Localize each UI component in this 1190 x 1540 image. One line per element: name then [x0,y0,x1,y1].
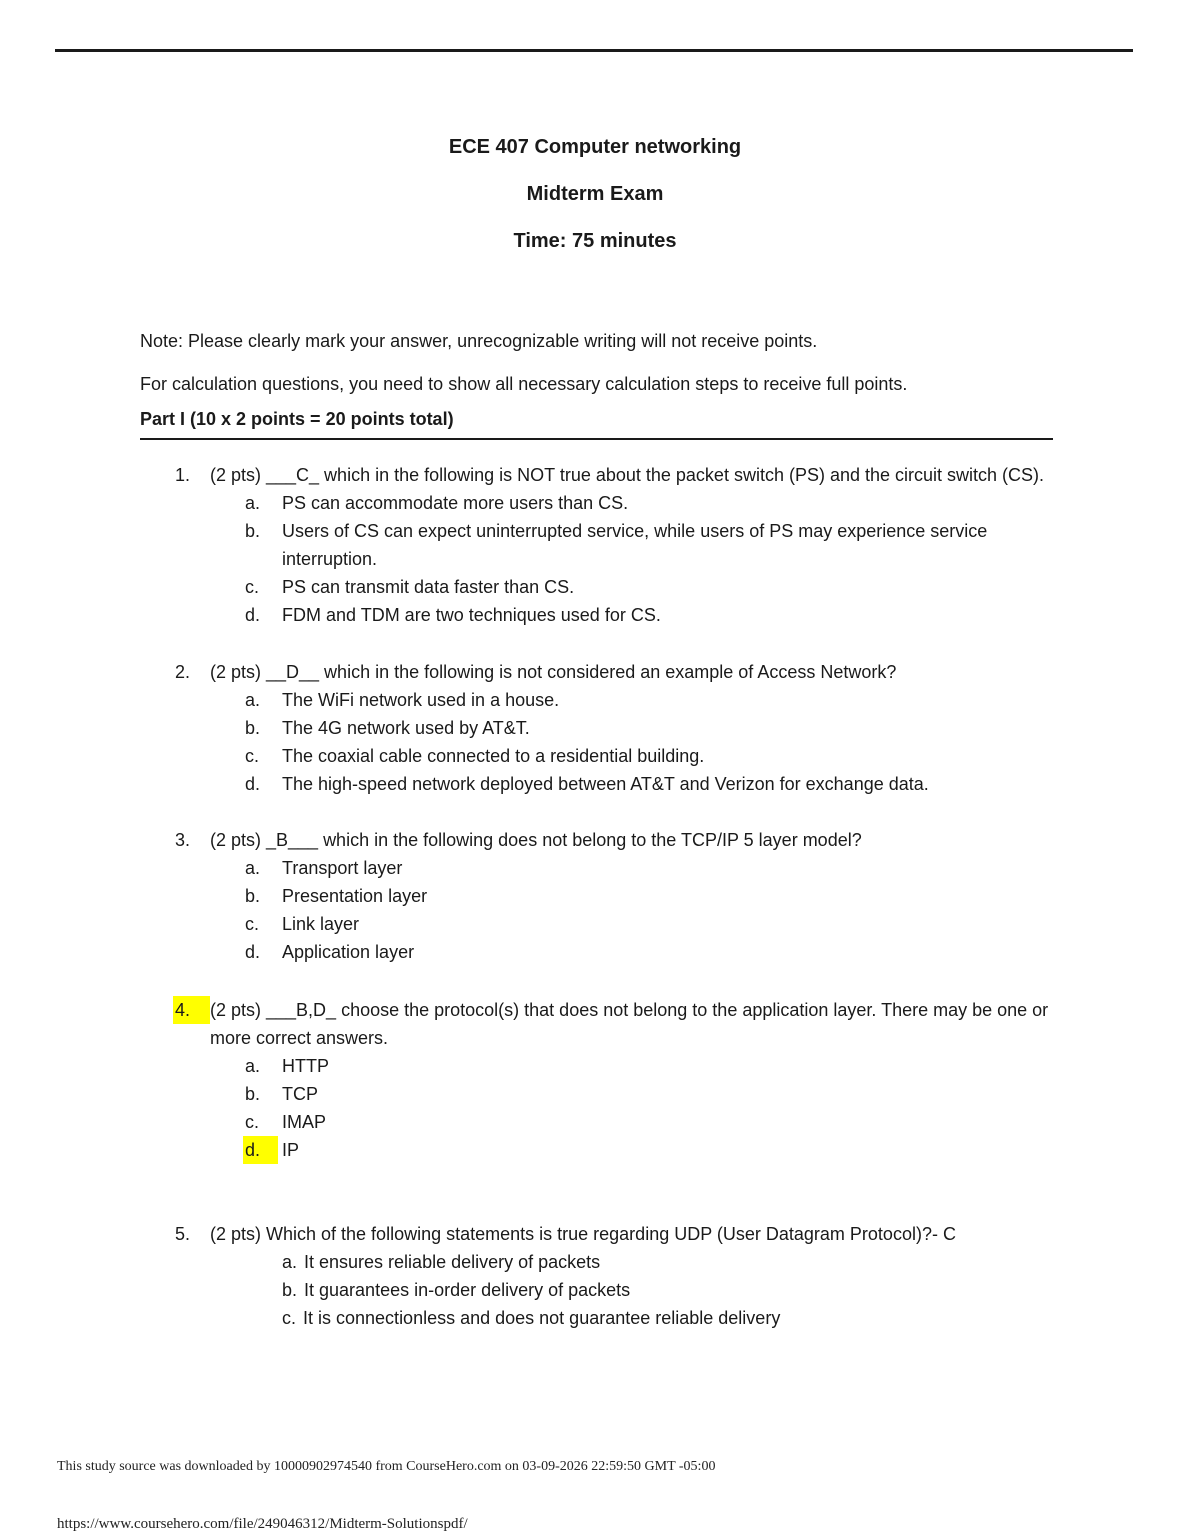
option-letter [245,1136,282,1164]
question-text: (2 pts) __D__ which in the following is not considered an example of Access Network? [210,662,897,682]
option-list [245,489,1155,629]
option-letter: c. [245,1112,260,1132]
question-number: 2. [175,662,191,682]
option-text: Transport layer [282,858,403,878]
option-letter: a. [245,493,261,513]
option-letter: b. [245,1084,261,1104]
question-text: (2 pts) ___C_ which in the following is NOT true about the packet switch (PS) and the circuit switch (CS). [210,465,1045,485]
option-text: The high-speed network deployed between AT&T and Verizon for exchange data. [282,774,929,794]
option-a [245,854,1155,882]
option-b [245,517,1155,573]
option-letter: b. [245,886,261,906]
option-text: PS can transmit data faster than CS. [282,577,575,597]
question-1 [175,461,1155,629]
option-text: It guarantees in-order delivery of packets [304,1280,631,1300]
option-c [245,742,1155,770]
option-text: Users of CS can expect uninterrupted service, while users of PS may experience service interruption. [282,521,988,569]
option-letter: a. [245,858,261,878]
option-text: The coaxial cable connected to a residential building. [282,746,705,766]
option-letter: d. [245,942,261,962]
option-b [245,1080,1155,1108]
option-d [245,601,1155,629]
option-text: IP [282,1140,300,1160]
option-letter: a. [245,690,261,710]
option-letter: b. [245,718,261,738]
option-text: TCP [282,1084,318,1104]
option-a [245,686,1155,714]
option-letter: c. [282,1308,297,1328]
option-text: The WiFi network used in a house. [282,690,560,710]
question-number [175,996,210,1052]
question-number: 3. [175,830,191,850]
question-text: (2 pts) Which of the following statements is true regarding UDP (User Datagram Protocol)?- C [210,1224,956,1244]
option-letter: a. [245,1056,261,1076]
option-text: FDM and TDM are two techniques used for CS. [282,605,661,625]
option-c [282,1304,1155,1332]
option-b [245,714,1155,742]
option-c [245,1108,1155,1136]
option-list [282,1248,1155,1332]
option-letter: d. [245,605,261,625]
note-marking: Note: Please clearly mark your answer, unrecognizable writing will not receive points. [140,331,818,351]
question-4 [175,996,1155,1164]
question-number: 1. [175,465,191,485]
option-text: The 4G network used by AT&T. [282,718,530,738]
question-5 [175,1220,1155,1332]
option-letter: a. [282,1252,298,1272]
option-letter: c. [245,577,260,597]
option-d [245,770,1155,798]
part-heading: Part I (10 x 2 points = 20 points total) [140,409,1053,440]
option-text: IMAP [282,1112,327,1132]
title-block [0,136,1190,277]
option-a [245,1052,1155,1080]
option-a [282,1248,1155,1276]
option-list [245,686,1155,798]
time-limit: Time: 75 minutes [513,230,677,252]
question-2 [175,658,1155,798]
question-3 [175,826,1155,966]
option-text: Presentation layer [282,886,428,906]
question-text: (2 pts) ___B,D_ choose the protocol(s) that does not belong to the application layer. There may be one or more correct answers. [210,1000,1049,1048]
option-letter: b. [245,521,261,541]
question-list [175,461,1155,1332]
highlight-question-number: 4. [173,996,210,1024]
option-letter: b. [282,1280,298,1300]
option-text: It ensures reliable delivery of packets [304,1252,601,1272]
option-c [245,910,1155,938]
course-title: ECE 407 Computer networking [448,136,742,158]
source-url: https://www.coursehero.com/file/249046312/Midterm-Solutionspdf/ [57,1516,468,1532]
option-list [245,854,1155,966]
option-letter: d. [245,774,261,794]
option-text: It is connectionless and does not guarantee reliable delivery [303,1308,781,1328]
header-rule [55,49,1133,52]
note-calculation: For calculation questions, you need to show all necessary calculation steps to receive full points. [140,374,908,394]
download-attribution: This study source was downloaded by 10000902974540 from CourseHero.com on 03-09-2026 22:59:50 GMT -05:00 [57,1459,716,1474]
option-text: Application layer [282,942,415,962]
option-b [245,882,1155,910]
option-a [245,489,1155,517]
option-c [245,573,1155,601]
option-letter: c. [245,914,260,934]
option-text: PS can accommodate more users than CS. [282,493,629,513]
option-text: Link layer [282,914,360,934]
question-number: 5. [175,1224,191,1244]
option-d [245,938,1155,966]
question-text: (2 pts) _B___ which in the following does not belong to the TCP/IP 5 layer model? [210,830,862,850]
option-b [282,1276,1155,1304]
option-d [245,1136,1155,1164]
highlight-option-letter: d. [243,1136,278,1164]
option-list [245,1052,1155,1164]
option-letter: c. [245,746,260,766]
option-text: HTTP [282,1056,329,1076]
exam-title: Midterm Exam [526,183,664,205]
